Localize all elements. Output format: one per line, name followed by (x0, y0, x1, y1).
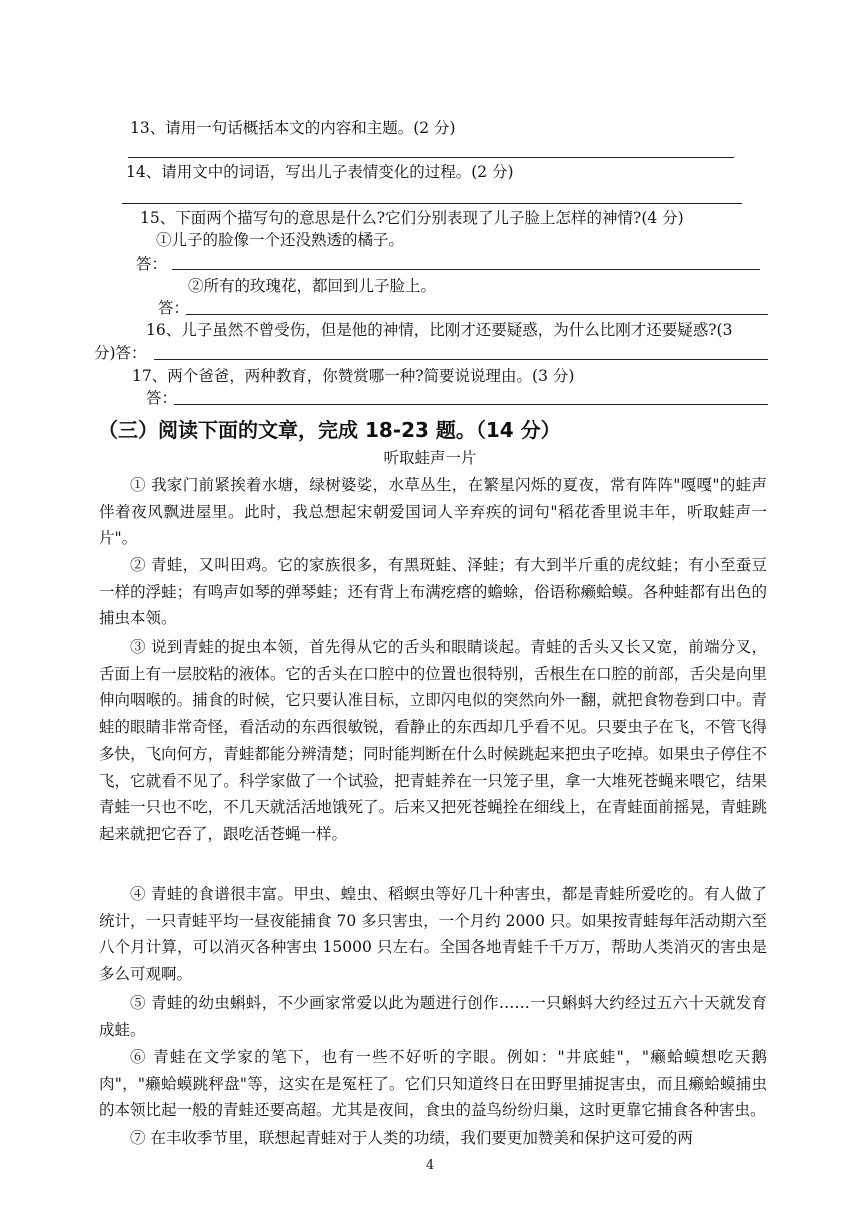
paragraph-1: ① 我家门前紧挨着水塘，绿树婆娑，水草丛生，在繁星闪烁的夏夜，常有阵阵"嘎嘎"的蛙声伴着夜风飘进屋里。此时，我总想起宋朝爱国词人辛弃疾的词句"稻花香里说丰年，听取蛙声一片"。 (99, 476, 767, 548)
paragraph-2: ② 青蛙，又叫田鸡。它的家族很多，有黑斑蛙、泽蛙；有大到半斤重的虎纹蛙；有小至蚕豆一样的浮蛙；有鸣声如琴的弹琴蛙；还有背上布满疙瘩的蟾蜍，俗语称癞蛤蟆。各种蛙都有出色的捕虫本领。 (99, 556, 767, 628)
question-16-continued: 分)答： (94, 344, 147, 362)
answer-line-16 (154, 359, 768, 360)
question-17: 17、两个爸爸，两种教育，你赞赏哪一种?简要说说理由。(3 分) (132, 367, 575, 385)
answer-label-17: 答： (146, 389, 178, 407)
answer-line-15-1 (172, 269, 760, 270)
paragraph-6: ⑥ 青蛙在文学家的笔下，也有一些不好听的字眼。例如："井底蛙"，"癞蛤蟆想吃天鹅肉"，"癞蛤蟆跳秤盘"等，这实在是冤枉了。它们只知道终日在田野里捕捉害虫，而且癞蛤蟆捕虫的本领比起一般的青蛙还要高超。尤其是夜间，食虫的益鸟纷纷归巢，这时更靠它捕食各种害虫。 (99, 1048, 767, 1120)
page-number: 4 (425, 1158, 435, 1173)
question-16: 16、儿子虽然不曾受伤，但是他的神情，比刚才还要疑惑，为什么比刚才还要疑惑?(3 (146, 321, 733, 339)
question-15-sentence-1: ①儿子的脸像一个还没熟透的橘子。 (156, 231, 405, 249)
question-14: 14、请用文中的词语，写出儿子表情变化的过程。(2 分) (126, 163, 514, 181)
question-13: 13、请用一句话概括本文的内容和主题。(2 分) (130, 119, 456, 137)
question-15: 15、下面两个描写句的意思是什么?它们分别表现了儿子脸上怎样的神情?(4 分) (140, 209, 684, 227)
answer-line-15-2 (186, 314, 768, 315)
answer-line-14 (122, 203, 742, 204)
answer-line-17 (174, 404, 768, 405)
paragraph-3: ③ 说到青蛙的捉虫本领，首先得从它的舌头和眼睛谈起。青蛙的舌头又长又宽，前端分叉，舌面上有一层胶粘的液体。它的舌头在口腔中的位置也很特别，舌根生在口腔的前部，舌尖是向里伸向咽喉的。捕食的时候，它只要认准目标，立即闪电似的突然向外一翻，就把食物卷到口中。青蛙的眼睛非常奇怪，看活动的东西很敏锐，看静止的东西却几乎看不见。只要虫子在飞，不管飞得多快，飞向何方，青蛙都能分辨清楚；同时能判断在什么时候跳起来把虫子吃掉。如果虫子停住不飞，它就看不见了。科学家做了一个试验，把青蛙养在一只笼子里，拿一大堆死苍蝇来喂它，结果青蛙一只也不吃，不几天就活活地饿死了。后来又把死苍蝇拴在细线上，在青蛙面前摇晃，青蛙跳起来就把它吞了，跟吃活苍蝇一样。 (99, 638, 767, 843)
paragraph-4: ④ 青蛙的食谱很丰富。甲虫、蝗虫、稻螟虫等好几十种害虫，都是青蛙所爱吃的。有人做了统计，一只青蛙平均一昼夜能捕食 70 多只害虫，一个月约 2000 只。如果按青蛙每年活动期六至八个月计算，可以消灭各种害虫 15000 只左右。全国各地青蛙千千万万，帮助人类消灭的害虫是多么可观啊。 (99, 885, 767, 984)
article-title: 听取蛙声一片 (383, 449, 477, 467)
answer-label-15-2: 答： (158, 299, 190, 317)
paragraph-7: ⑦ 在丰收季节里，联想起青蛙对于人类的功绩，我们要更加赞美和保护这可爱的两 (130, 1129, 693, 1147)
section-heading: （三）阅读下面的文章，完成 18-23 题。（14 分） (98, 418, 561, 442)
answer-label-15-1: 答： (136, 255, 168, 273)
answer-line-13 (128, 157, 734, 158)
paragraph-5: ⑤ 青蛙的幼虫蝌蚪，不少画家常爱以此为题进行创作……一只蝌蚪大约经过五六十天就发育成蛙。 (99, 994, 767, 1039)
question-15-sentence-2: ②所有的玫瑰花，都回到儿子脸上。 (188, 277, 437, 295)
